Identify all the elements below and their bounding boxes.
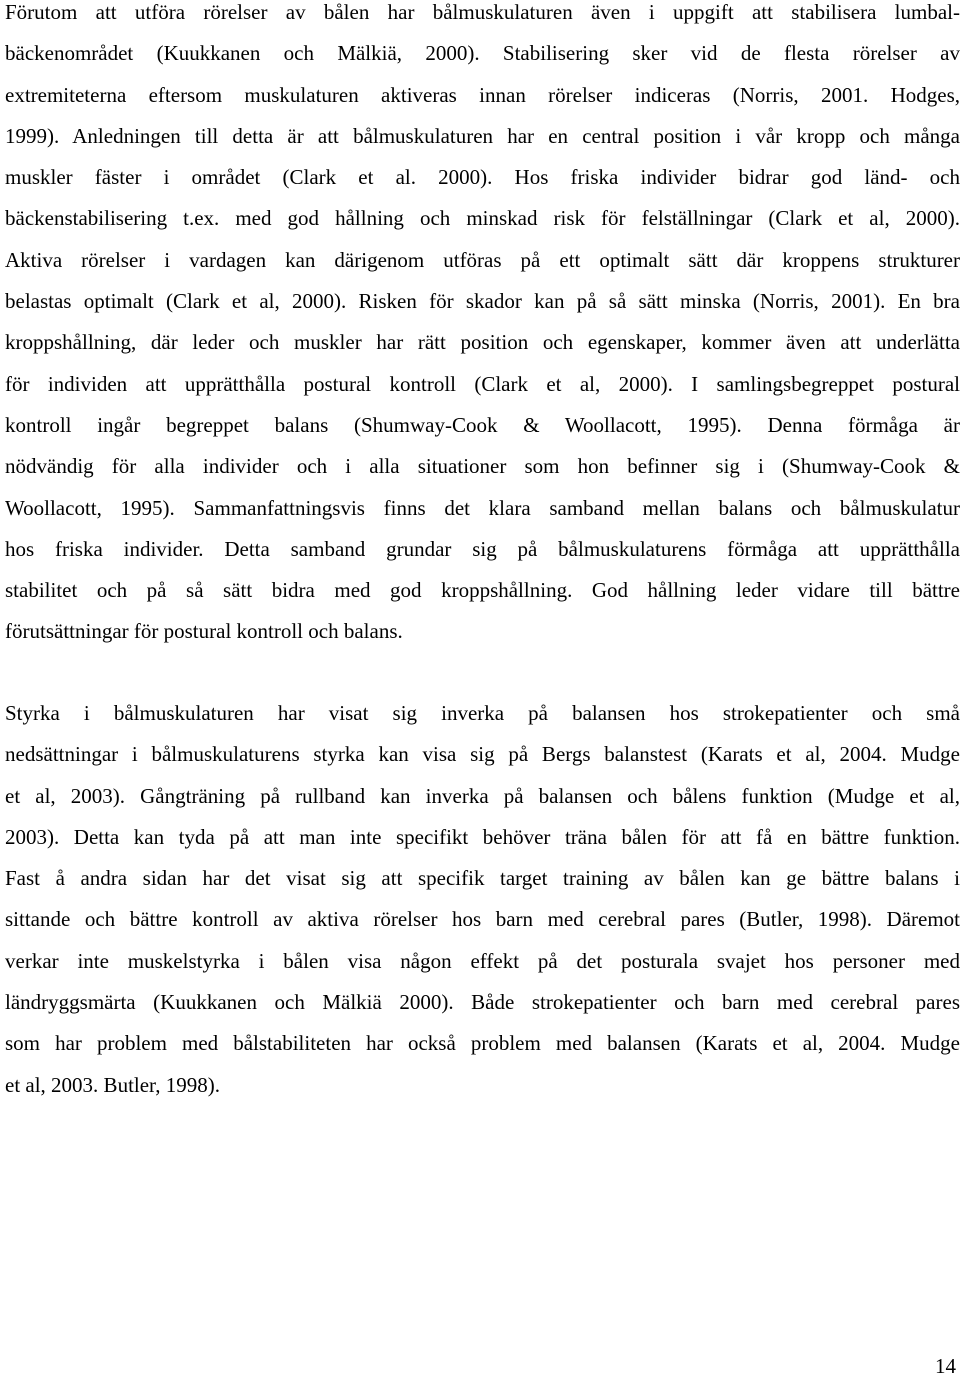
text-line: muskler fäster i området (Clark et al. 2000). Hos friska individer bidrar god länd- och (5, 165, 960, 190)
text-line: bäckenstabilisering t.ex. med god hållning och minskad risk för felställningar (Clark et al, 2000). (5, 206, 960, 231)
text-line: förutsättningar för postural kontroll och balans. (5, 619, 403, 644)
text-line: 2003). Detta kan tyda på att man inte specifikt behöver träna bålen för att få en bättre funktion. (5, 824, 960, 849)
text-line: som har problem med bålstabiliteten har också problem med balansen (Karats et al, 2004. Mudge (5, 1031, 960, 1056)
paragraph-trunk-strength-balance (5, 693, 960, 1106)
page-number: 14 (935, 1354, 956, 1378)
text-line: Woollacott, 1995). Sammanfattningsvis finns det klara samband mellan balans och bålmuskulatur (5, 495, 960, 520)
text-line: sittande och bättre kontroll av aktiva rörelser hos barn med cerebral pares (Butler, 1998). Däremot (5, 907, 960, 932)
text-line: Styrka i bålmuskulaturen har visat sig inverka på balansen hos strokepatienter och små (5, 701, 960, 725)
text-line: nedsättningar i bålmuskulaturens styrka kan visa sig på Bergs balanstest (Karats et al, 2004. Mudge (5, 742, 960, 767)
text-line: nödvändig för alla individer och i alla situationer som hon befinner sig i (Shumway-Cook & (5, 454, 960, 479)
text-line: Aktiva rörelser i vardagen kan därigenom utföras på ett optimalt sätt där kroppens strukturer (5, 247, 960, 272)
text-line: hos friska individer. Detta samband grundar sig på bålmuskulaturens förmåga att upprätthålla (5, 536, 960, 561)
text-line: bäckenområdet (Kuukkanen och Mälkiä, 2000). Stabilisering sker vid de flesta rörelser av (5, 41, 960, 66)
text-line: kroppshållning, där leder och muskler har rätt position och egenskaper, kommer även att underlätta (5, 330, 960, 355)
text-line: et al, 2003). Gångträning på rullband kan inverka på balansen och bålens funktion (Mudge et al, (5, 783, 960, 808)
text-line: Förutom att utföra rörelser av bålen har bålmuskulaturen även i uppgift att stabilisera lumbal- (5, 0, 960, 24)
text-line: verkar inte muskelstyrka i bålen visa någon effekt på det posturala svajet hos personer med (5, 948, 960, 973)
text-line: belastas optimalt (Clark et al, 2000). Risken för skador kan på så sätt minska (Norris, 2001). En bra (5, 289, 960, 314)
text-line: extremiteterna eftersom muskulaturen aktiveras innan rörelser indiceras (Norris, 2001. Hodges, (5, 82, 960, 107)
text-line: kontroll ingår begreppet balans (Shumway-Cook & Woollacott, 1995). Denna förmåga är (5, 412, 960, 437)
text-line: Fast å andra sidan har det visat sig att specifik target training av bålen kan ge bättre balans i (5, 866, 960, 891)
text-line: för individen att upprätthålla postural kontroll (Clark et al, 2000). I samlingsbegreppet postural (5, 371, 960, 396)
text-line: 1999). Anledningen till detta är att bålmuskulaturen har en central position i vår kropp och många (5, 123, 960, 148)
text-line: et al, 2003. Butler, 1998). (5, 1072, 220, 1097)
paragraph-core-stability (5, 0, 960, 653)
text-line: ländryggsmärta (Kuukkanen och Mälkiä 2000). Både strokepatienter och barn med cerebral pares (5, 990, 960, 1015)
text-line: stabilitet och på så sätt bidra med god kroppshållning. God hållning leder vidare till bättre (5, 578, 960, 603)
